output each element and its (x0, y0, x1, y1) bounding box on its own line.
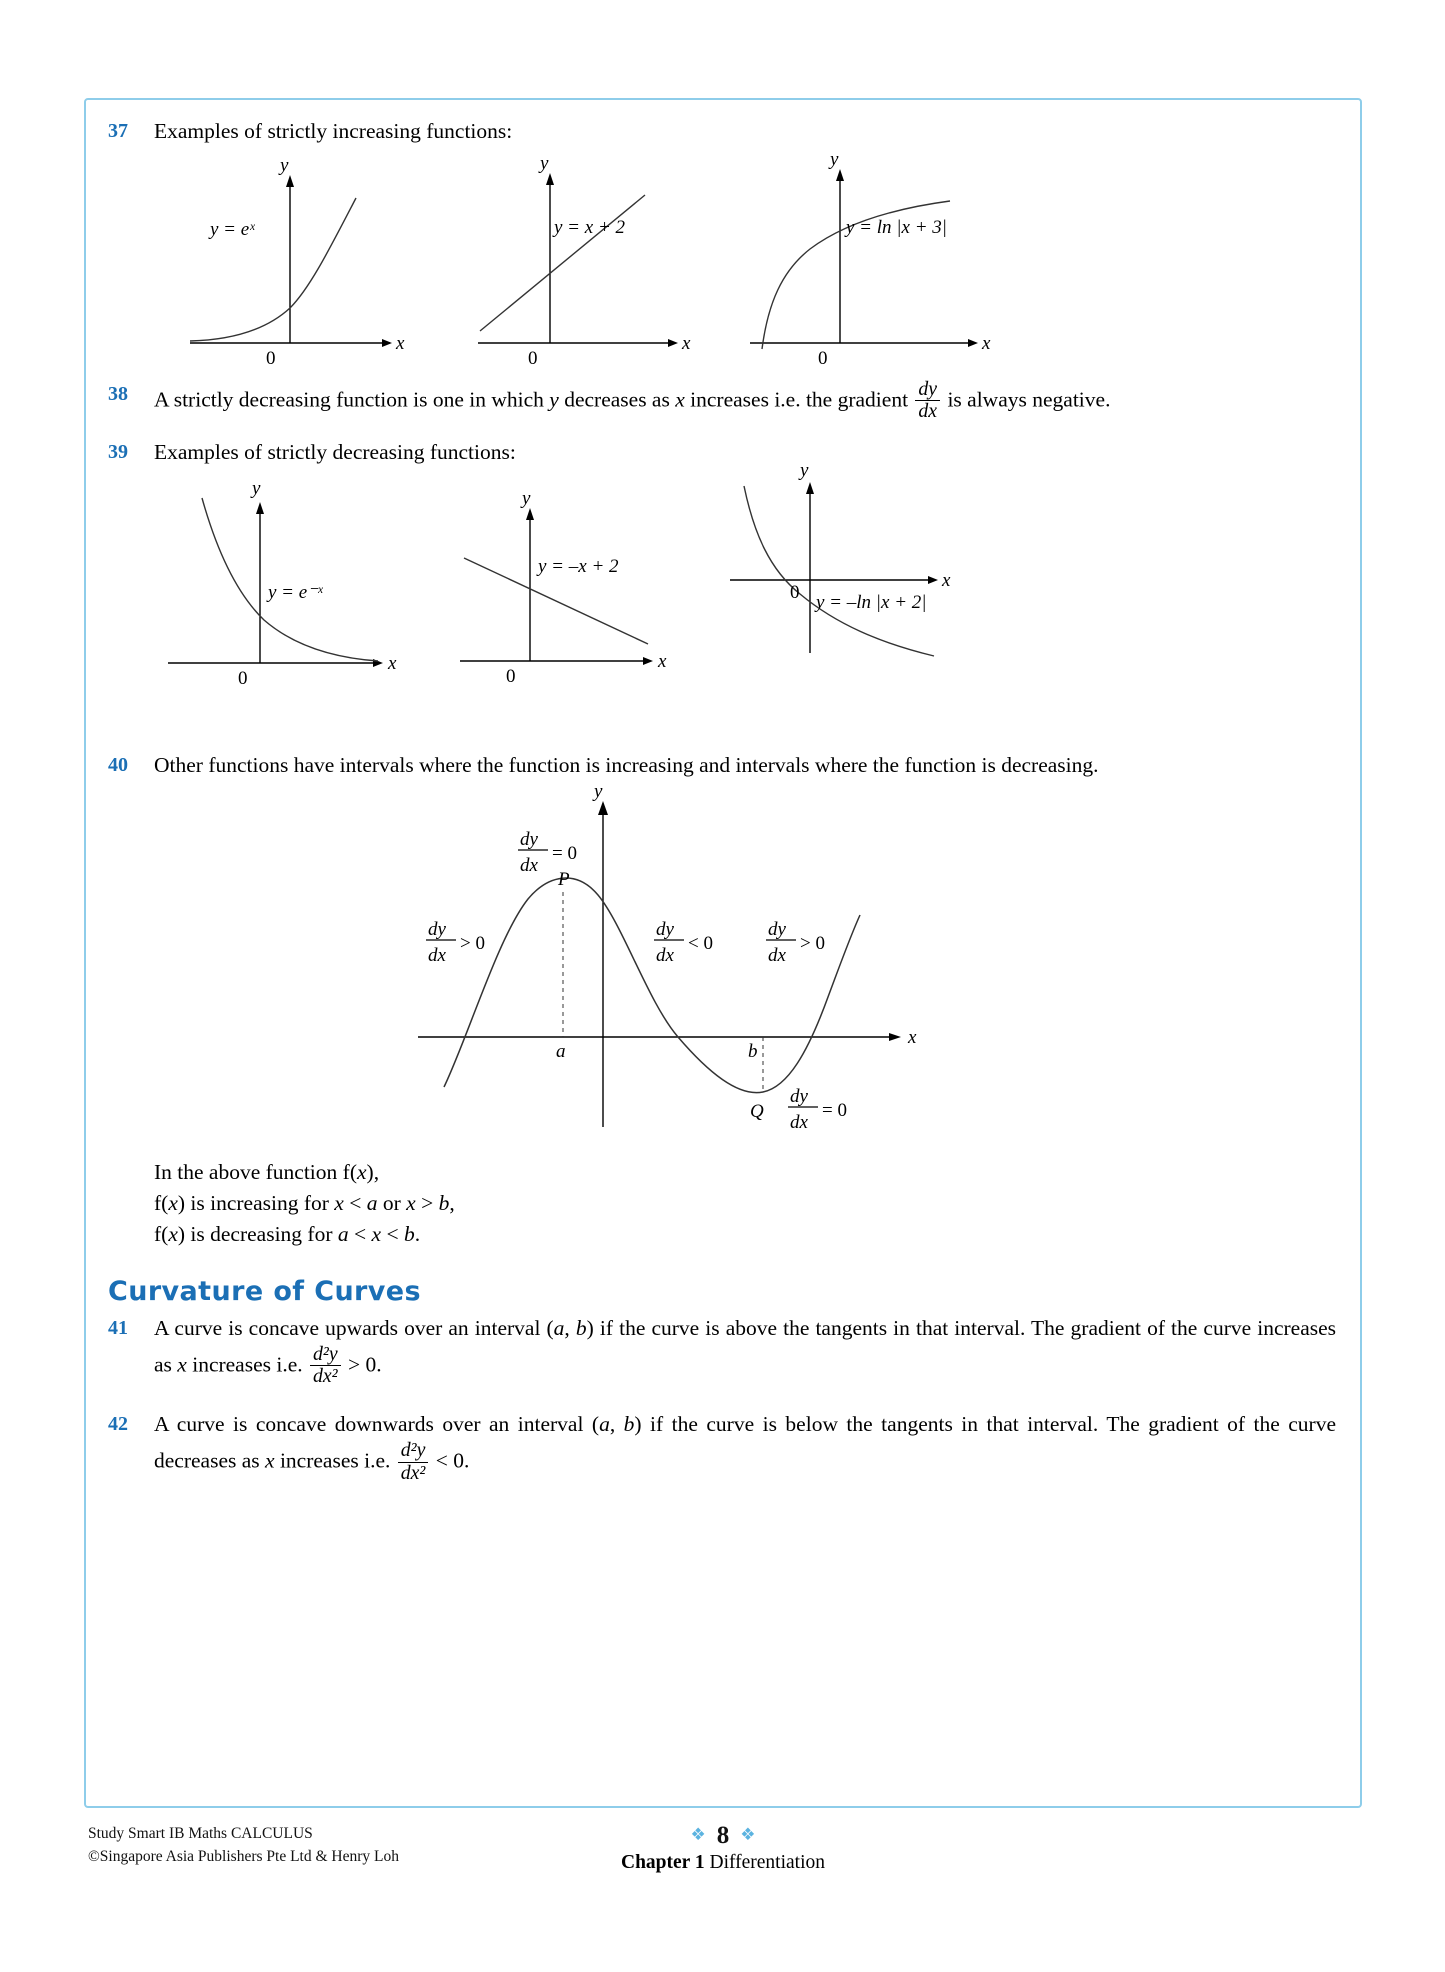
frac-num: dy (428, 918, 446, 940)
frac-condition: < 0 (688, 932, 713, 954)
graph-x-axis-label: x (682, 333, 691, 354)
frac-condition: > 0 (460, 932, 485, 954)
graph-origin-label: 0 (790, 581, 800, 603)
graph-y-axis-label: y (280, 155, 289, 176)
frac-num: dy (790, 1085, 808, 1107)
graph-x-axis-label: x (396, 333, 405, 354)
graph-equation-label: y = ln |x + 3| (846, 217, 947, 238)
graph-mark-a: a (556, 1040, 566, 1062)
graph-y-axis-label: y (540, 153, 549, 174)
conclusion-line-2: f(x) is increasing for x < a or x > b, (154, 1190, 455, 1215)
item-number: 39 (108, 440, 128, 463)
fraction-d2y-dx2 (310, 1344, 341, 1388)
graph-point-p: P (558, 868, 570, 890)
label-dydx-negative-middle (654, 919, 713, 966)
graph-exponential-decreasing (140, 478, 420, 688)
item-text: Examples of strictly decreasing functions: (154, 439, 516, 464)
section-heading-curvature: Curvature of Curves (108, 1275, 421, 1307)
frac-den: dx (428, 944, 446, 966)
graph-linear-increasing (450, 153, 710, 369)
graph-x-axis-label: x (942, 569, 951, 591)
graph-y-axis-label: y (830, 149, 839, 170)
item-42-text-after: < 0. (435, 1448, 470, 1473)
graph-x-axis-label: x (658, 650, 667, 672)
graph-x-axis-label: x (388, 652, 397, 674)
graph-exponential-increasing (160, 153, 420, 369)
item-37 (100, 116, 1336, 147)
graph-x-axis-label: x (908, 1026, 917, 1048)
chapter-title: Differentiation (709, 1852, 825, 1873)
fraction-dy-dx (915, 379, 940, 423)
frac-den: dx (790, 1111, 808, 1133)
graph-origin-label: 0 (238, 667, 248, 689)
footer-line-2: ©Singapore Asia Publishers Pte Ltd & Henry Loh (88, 1848, 399, 1865)
item-number: 41 (108, 1316, 128, 1339)
page-number: 8 (716, 1822, 730, 1849)
item-text (154, 1313, 1336, 1388)
page-content (84, 98, 1362, 1808)
fraction-denominator: dx² (398, 1462, 429, 1484)
chapter-label: Chapter 1 (621, 1852, 705, 1873)
graph-equation-label: y = –x + 2 (538, 555, 619, 577)
item-number: 38 (108, 383, 128, 405)
graph-log-increasing (740, 149, 1010, 369)
conclusion-line-3: f(x) is decreasing for a < x < b. (154, 1221, 421, 1246)
frac-num: dy (520, 828, 538, 850)
fraction-numerator: dy (918, 378, 938, 400)
main-graph-container (100, 780, 1336, 1147)
graph-point-q: Q (750, 1100, 764, 1122)
graph-origin-label: 0 (506, 665, 516, 687)
fraction-numerator: d²y (313, 1342, 338, 1365)
item-42 (100, 1409, 1336, 1484)
item-39 (100, 437, 1336, 468)
label-dydx-positive-right (766, 919, 825, 966)
item-40 (100, 750, 1336, 781)
increasing-graphs-row (160, 149, 1336, 369)
item-number: 42 (108, 1413, 128, 1436)
fraction-d2y-dx2 (398, 1440, 429, 1484)
graph-mark-b: b (748, 1040, 758, 1062)
graph-equation-label: y = –ln |x + 2| (816, 591, 927, 613)
frac-num: dy (656, 918, 674, 940)
conclusion-line-1: In the above function f(x), (154, 1159, 380, 1184)
chapter-line (84, 1852, 1362, 1874)
frac-condition: = 0 (822, 1099, 847, 1121)
decreasing-graphs-row (140, 459, 1336, 706)
graph-y-axis-label: y (252, 477, 261, 499)
item-text (154, 379, 1336, 423)
diamond-left-icon: ❖ (690, 1825, 706, 1844)
graph-x-axis-label: x (982, 333, 991, 354)
footer-line-1: Study Smart IB Maths CALCULUS (88, 1825, 313, 1842)
item-38 (100, 379, 1336, 423)
graph-linear-decreasing (440, 487, 710, 706)
frac-condition: = 0 (552, 842, 577, 864)
frac-num: dy (768, 918, 786, 940)
label-dydx-positive-left (426, 919, 485, 966)
graph-equation-label: y = x + 2 (554, 217, 626, 238)
item-number: 37 (108, 120, 128, 142)
item-41-text-after: > 0. (348, 1352, 382, 1377)
graph-y-axis-label: y (522, 487, 531, 509)
item-text: Examples of strictly increasing functions: (154, 119, 513, 143)
diamond-right-icon: ❖ (740, 1825, 756, 1844)
item-text (154, 1409, 1336, 1484)
graph-origin-label: 0 (528, 348, 538, 369)
graph-equation-label: y = eˣ (210, 219, 255, 240)
frac-condition: > 0 (800, 932, 825, 954)
graph-y-axis-label: y (800, 459, 809, 481)
item-41 (100, 1313, 1336, 1388)
item-41-text-before: A curve is concave upwards over an interval (a, b) if the curve is above the tangents in that interval. The gradient of the curve increases as x increases i.e. (154, 1315, 1337, 1377)
graph-log-decreasing (720, 459, 1010, 688)
graph-equation-label: y = e⁻ˣ (268, 581, 323, 603)
item-number: 40 (108, 753, 128, 776)
frac-den: dx (520, 854, 538, 876)
footer-page-info (84, 1822, 1362, 1874)
item-text: Other functions have intervals where the function is increasing and intervals where the function is decreasing. (154, 752, 1099, 777)
frac-den: dx (768, 944, 786, 966)
graph-origin-label: 0 (266, 348, 276, 369)
page-number-row (84, 1822, 1362, 1850)
fraction-denominator: dx² (310, 1365, 341, 1387)
item-38-text-after: is always negative. (947, 387, 1111, 412)
item-38-text-before: A strictly decreasing function is one in which y decreases as x increases i.e. the gradient (154, 387, 909, 412)
label-dydx-zero-q (788, 1086, 847, 1133)
graph-increasing-decreasing-intervals (408, 780, 1028, 1147)
conclusion-block (154, 1157, 1336, 1250)
fraction-numerator: d²y (400, 1439, 426, 1462)
item-42-text-before: A curve is concave downwards over an interval (a, b) if the curve is below the tangents in that interval. The gradient of the curve decreases as x increases i.e. (154, 1412, 1336, 1473)
graph-origin-label: 0 (818, 348, 828, 369)
graph-y-axis-label: y (594, 780, 603, 802)
frac-den: dx (656, 944, 674, 966)
fraction-denominator: dx (915, 400, 940, 422)
